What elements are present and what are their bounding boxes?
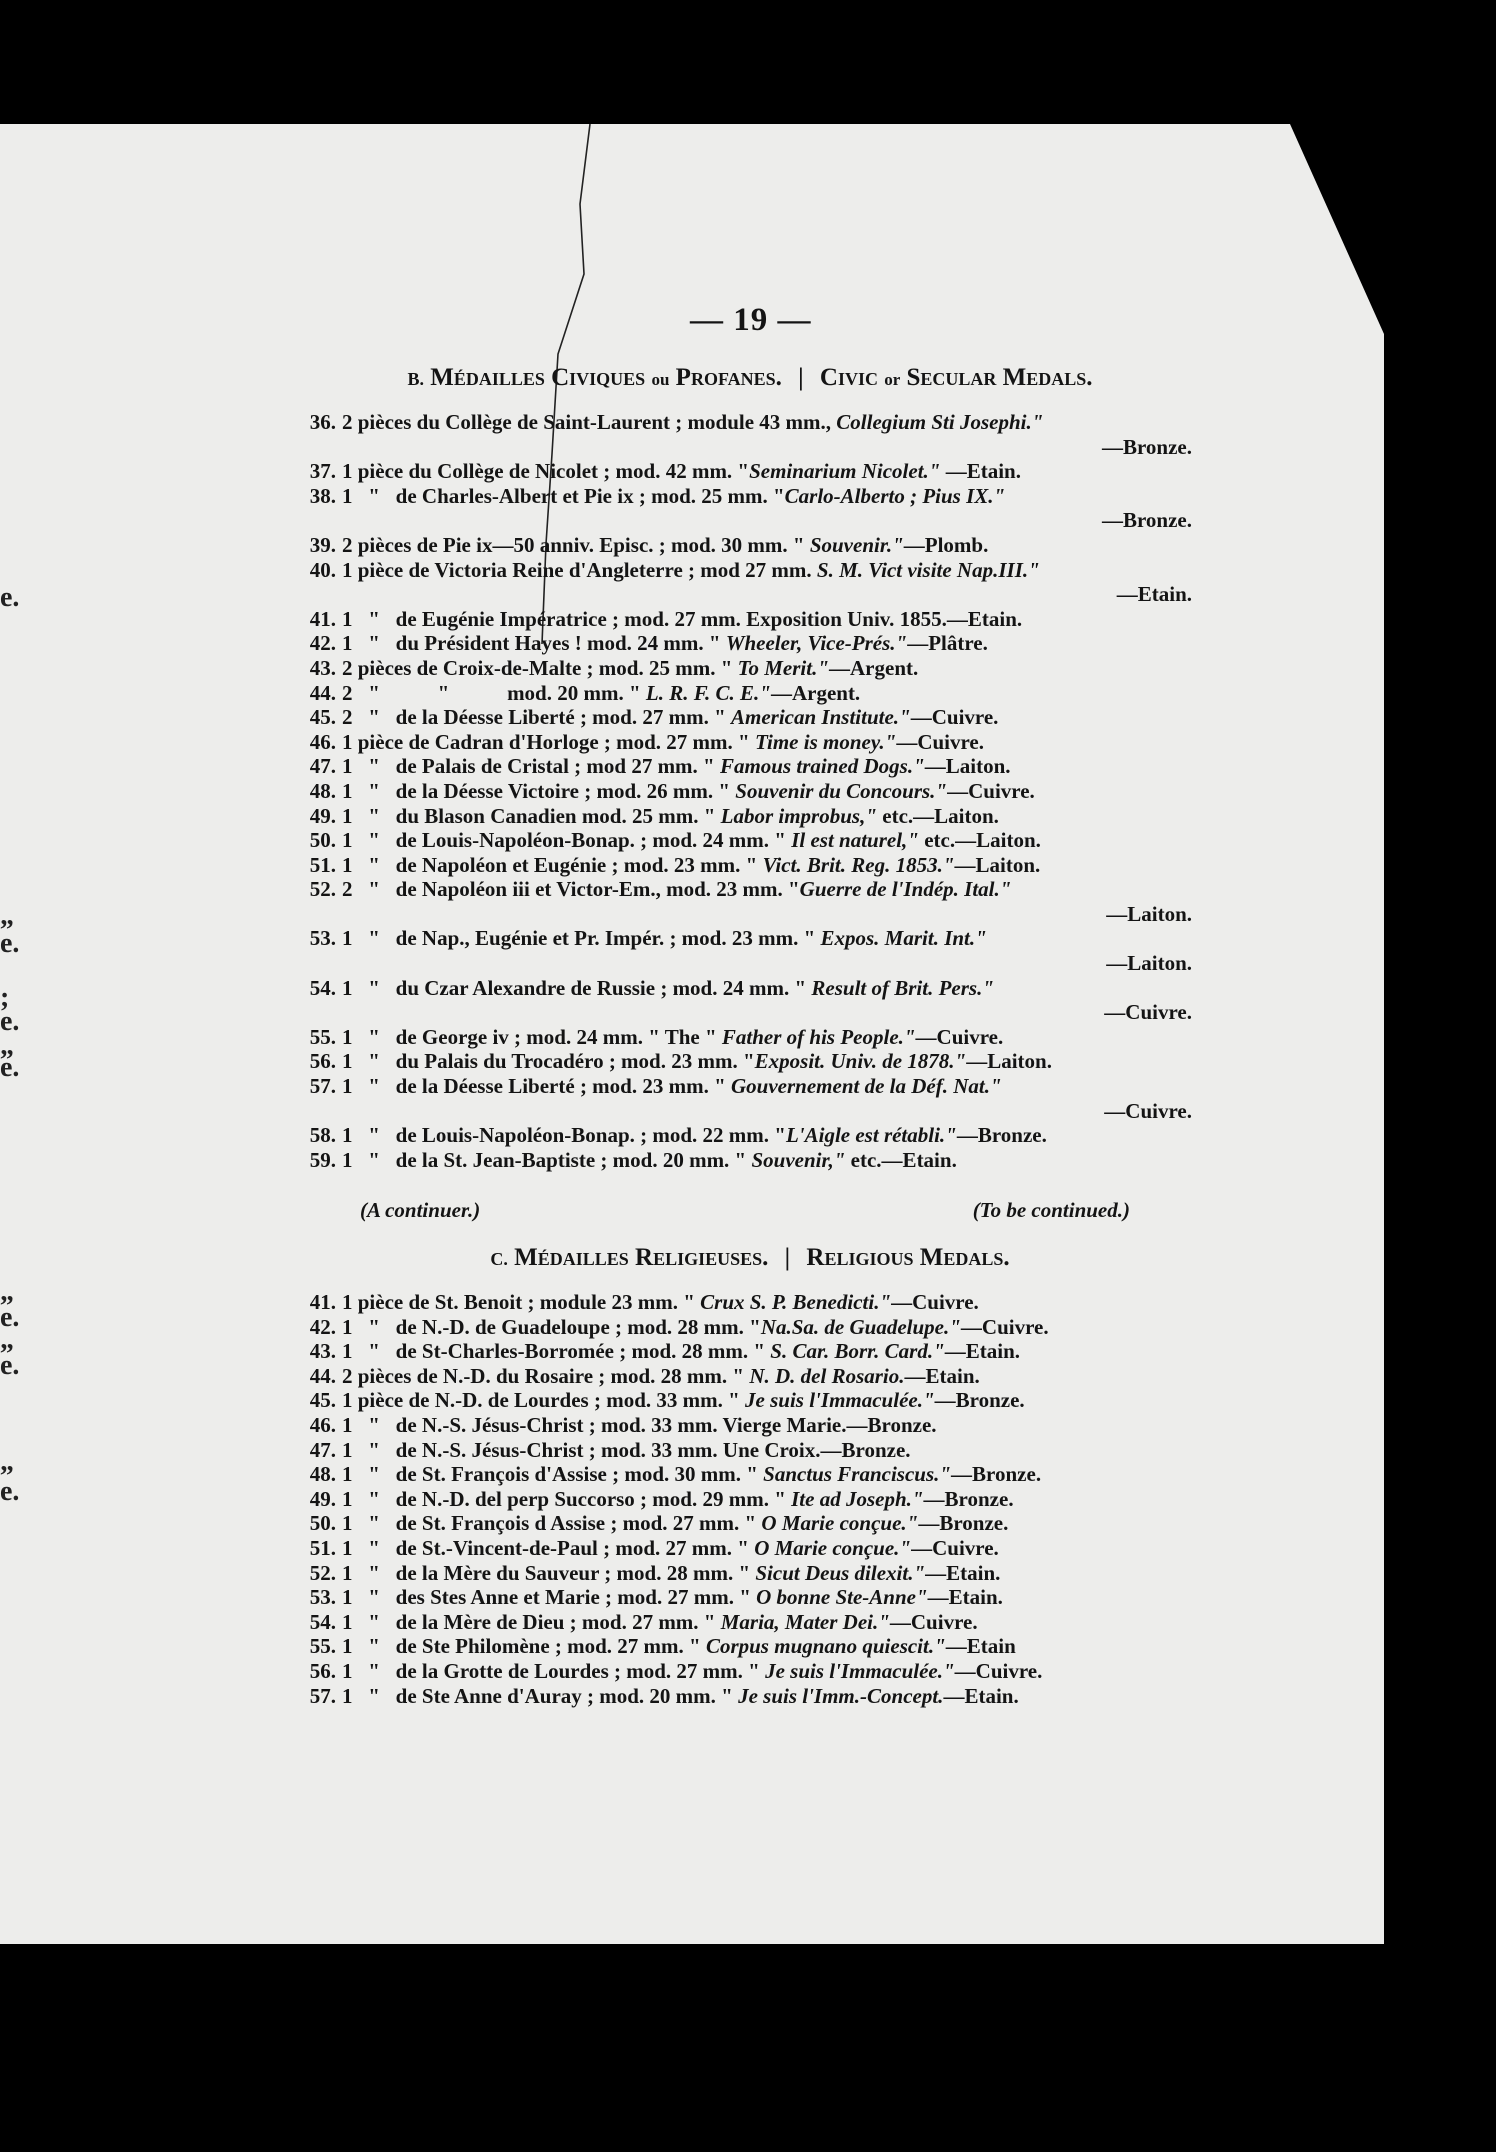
entry-inscription: Na.Sa. de Guadelupe." (760, 1314, 961, 1339)
entry-number: 42. (309, 1314, 336, 1339)
catalogue-entry (292, 533, 1192, 558)
entry-metal: —Argent. (829, 655, 919, 680)
entry-description (342, 484, 1192, 509)
catalogue-entry (292, 877, 1192, 902)
entry-number: 47. (309, 1437, 336, 1462)
entry-text: 1 " du Czar Alexandre de Russie ; mod. 24 mm. " (342, 975, 812, 1000)
catalogue-entry (292, 1634, 1192, 1659)
catalogue-entry (292, 1511, 1192, 1536)
margin-fragment: „ (0, 900, 14, 931)
catalogue-entry (292, 1315, 1192, 1340)
entry-number: 59. (309, 1147, 336, 1172)
section-c-entries (292, 1290, 1192, 1708)
entry-metal: —Etain. (943, 1683, 1019, 1708)
entry-inscription: To Merit." (737, 655, 830, 680)
section-title-en: Civic (819, 364, 878, 391)
catalogue-entry (292, 1074, 1192, 1099)
entry-text: 1 " de la Mère de Dieu ; mod. 27 mm. " (342, 1609, 721, 1634)
entry-metal: —Cuivre. (1104, 1098, 1192, 1123)
entry-text: 1 " de la Déesse Liberté ; mod. 23 mm. " (342, 1074, 732, 1099)
entry-number: 48. (309, 1462, 336, 1487)
entry-number: 51. (309, 1535, 336, 1560)
margin-fragment: e. (0, 582, 20, 613)
entry-number: 53. (309, 1585, 336, 1610)
entry-inscription: American Institute." (731, 705, 911, 730)
margin-fragment: e. (0, 1052, 20, 1083)
entry-text: 2 pièces de Croix-de-Malte ; mod. 25 mm. " (342, 655, 738, 680)
entry-number: 49. (309, 803, 336, 828)
entry-metal: —Argent. (770, 680, 861, 705)
entry-inscription: Guerre de l'Indép. Ital." (799, 877, 1012, 902)
catalogue-entry (292, 1684, 1192, 1709)
section-title-en: Religious Medals. (806, 1244, 1010, 1271)
entry-inscription: Time is money." (754, 729, 897, 754)
entry-text: 2 " de Napoléon iii et Victor-Em., mod. 23 mm. " (342, 877, 800, 902)
catalogue-entry (292, 1413, 1192, 1438)
entry-metal: —Cuivre. (954, 1658, 1043, 1683)
entry-description (342, 607, 1192, 632)
entry-text: 1 " de Charles-Albert et Pie ix ; mod. 25 mm. " (342, 483, 785, 508)
section-separator: | (798, 364, 804, 391)
section-title-fr-2: Profanes. (675, 364, 782, 391)
entry-number (292, 902, 336, 927)
entry-metal: —Etain. (927, 1585, 1003, 1610)
entry-inscription: N. D. del Rosario. (749, 1363, 905, 1388)
catalogue-entry (292, 582, 1192, 607)
entry-metal: —Laiton. (1106, 901, 1192, 926)
entry-metal: —Cuivre. (960, 1314, 1049, 1339)
catalogue-entry (292, 1148, 1192, 1173)
catalogue-entry (292, 410, 1192, 435)
entry-metal: —Laiton. (954, 852, 1041, 877)
entry-inscription: Sicut Deus dilexit." (755, 1560, 926, 1585)
entry-inscription: Labor improbus," (720, 803, 877, 828)
entry-inscription: Je suis l'Immaculée." (745, 1388, 935, 1413)
entry-description (342, 1536, 1192, 1561)
entry-description (342, 951, 1192, 976)
catalogue-entry (292, 1585, 1192, 1610)
entry-number (292, 508, 336, 533)
section-title-fr: Médailles Civiques (430, 364, 646, 391)
entry-description (342, 804, 1192, 829)
entry-number: 54. (309, 1609, 336, 1634)
catalogue-entry (292, 607, 1192, 632)
entry-metal: —Laiton. (1106, 951, 1192, 976)
entry-description (342, 1511, 1192, 1536)
entry-number: 41. (309, 1290, 336, 1314)
catalogue-entry (292, 1099, 1192, 1124)
catalogue-entry (292, 828, 1192, 853)
entry-description (342, 1684, 1192, 1709)
entry-text: 1 " du Président Hayes ! mod. 24 mm. " (342, 631, 726, 656)
entry-description (342, 779, 1192, 804)
entry-description (342, 926, 1192, 951)
entry-number: 51. (309, 852, 336, 877)
catalogue-entry (292, 1610, 1192, 1635)
catalogue-entry (292, 681, 1192, 706)
entry-number: 50. (309, 828, 336, 853)
entry-metal: —Cuivre. (896, 729, 985, 754)
section-c-heading (310, 1244, 1190, 1272)
page-number: — 19 — (690, 302, 812, 338)
entry-text: 1 " de Ste Anne d'Auray ; mod. 20 mm. " (342, 1683, 739, 1708)
entry-text: 2 " " mod. 20 mm. " (342, 680, 646, 705)
catalogue-entry (292, 705, 1192, 730)
entry-metal: —Cuivre. (910, 705, 999, 730)
catalogue-entry (292, 754, 1192, 779)
entry-number: 53. (309, 926, 336, 951)
entry-text: 1 " de la Mère du Sauveur ; mod. 28 mm. " (342, 1560, 756, 1585)
entry-text: 1 " de la St. Jean-Baptiste ; mod. 20 mm. " (342, 1147, 752, 1172)
entry-text: 1 " de la Déesse Victoire ; mod. 26 mm. " (342, 778, 736, 803)
entry-number: 46. (309, 729, 336, 754)
entry-number: 40. (309, 557, 336, 582)
entry-description (342, 730, 1192, 755)
entry-description (342, 754, 1192, 779)
entry-metal: —Cuivre. (891, 1290, 979, 1314)
entry-description (342, 1123, 1192, 1148)
entry-text: 2 pièces de N.-D. du Rosaire ; mod. 28 mm. " (342, 1363, 750, 1388)
entry-number: 49. (309, 1486, 336, 1511)
entry-metal: etc.—Etain. (845, 1147, 957, 1172)
entry-inscription: L. R. F. C. E." (645, 680, 771, 705)
continuation-note (360, 1198, 1130, 1223)
entry-metal: —Cuivre. (889, 1609, 978, 1634)
entry-text: 1 " de St. François d'Assise ; mod. 30 mm. " (342, 1462, 764, 1487)
entry-number: 42. (309, 631, 336, 656)
entry-text: 1 " de St-Charles-Borromée ; mod. 28 mm. " (342, 1339, 771, 1364)
entry-number: 57. (309, 1074, 336, 1099)
entry-number (292, 1000, 336, 1025)
entry-number: 58. (309, 1123, 336, 1148)
catalogue-entry (292, 730, 1192, 755)
entry-text: 1 " de Ste Philomène ; mod. 27 mm. " (342, 1634, 706, 1659)
entry-inscription: Collegium Sti Josephi." (836, 410, 1044, 434)
entry-inscription: Je suis l'Imm.-Concept. (738, 1683, 944, 1708)
entry-inscription: L'Aigle est rétabli." (785, 1123, 957, 1148)
entry-text: 1 " de N.-S. Jésus-Christ ; mod. 33 mm. Vierge Marie.—Bronze. (342, 1412, 937, 1437)
entry-metal: —Etain. (904, 1363, 980, 1388)
catalogue-entry (292, 631, 1192, 656)
entry-number: 38. (309, 483, 336, 508)
entry-description (342, 877, 1192, 902)
entry-text: 1 pièce du Collège de Nicolet ; mod. 42 mm. " (342, 459, 750, 484)
section-letter: C. (490, 1249, 508, 1269)
entry-metal: —Etain. (1116, 582, 1192, 607)
entry-number: 52. (309, 1560, 336, 1585)
entry-text: 1 " de Louis-Napoléon-Bonap. ; mod. 24 mm. " (342, 828, 792, 853)
entry-text: 2 pièces de Pie ix—50 anniv. Episc. ; mod. 30 mm. " (342, 532, 810, 557)
entry-text: 1 " du Blason Canadien mod. 25 mm. " (342, 803, 721, 828)
entry-inscription: Il est naturel," (791, 828, 919, 853)
catalogue-entry (292, 1659, 1192, 1684)
catalogue-entry (292, 508, 1192, 533)
entry-text: 1 " de N.-D. de Guadeloupe ; mod. 28 mm. " (342, 1314, 761, 1339)
entry-text: 1 " de George iv ; mod. 24 mm. " The " (342, 1024, 722, 1049)
catalogue-entry (292, 484, 1192, 509)
entry-number: 43. (309, 655, 336, 680)
section-title-en-2: Secular Medals. (906, 364, 1093, 391)
entry-inscription: Exposit. Univ. de 1878." (754, 1049, 967, 1074)
entry-description (342, 976, 1192, 1001)
entry-inscription: O bonne Ste-Anne" (756, 1585, 928, 1610)
entry-description (342, 1074, 1192, 1099)
entry-text: 1 " de Louis-Napoléon-Bonap. ; mod. 22 mm. " (342, 1123, 786, 1148)
entry-text: 1 " de N.-D. del perp Succorso ; mod. 29 mm. " (342, 1486, 792, 1511)
margin-fragment: „ (0, 1324, 14, 1355)
entry-inscription: Maria, Mater Dei." (720, 1609, 890, 1634)
entry-number: 45. (309, 705, 336, 730)
entry-text: 1 " du Palais du Trocadéro ; mod. 23 mm. " (342, 1049, 755, 1074)
entry-number: 37. (309, 459, 336, 484)
entry-inscription: Souvenir," (751, 1147, 846, 1172)
catalogue-entry (292, 902, 1192, 927)
catalogue-entry (292, 951, 1192, 976)
entry-inscription: Famous trained Dogs." (719, 754, 925, 779)
margin-fragment: ; (0, 982, 10, 1013)
entry-metal: —Laiton. (924, 754, 1011, 779)
catalogue-entry (292, 1000, 1192, 1025)
entry-number: 55. (309, 1634, 336, 1659)
entry-text: 1 " de la Grotte de Lourdes ; mod. 27 mm. " (342, 1658, 766, 1683)
entry-inscription: S. M. Vict visite Nap.III." (816, 557, 1040, 582)
catalogue-entry (292, 1388, 1192, 1413)
entry-description (342, 1487, 1192, 1512)
catalogue-entry (292, 1123, 1192, 1148)
entry-text: 2 " de la Déesse Liberté ; mod. 27 mm. " (342, 705, 732, 730)
entry-description (342, 1561, 1192, 1586)
catalogue-entry (292, 1290, 1192, 1315)
entry-description (342, 656, 1192, 681)
catalogue-entry (292, 976, 1192, 1001)
catalogue-entry (292, 1536, 1192, 1561)
entry-number: 52. (309, 877, 336, 902)
entry-inscription: Carlo-Alberto ; Pius IX." (784, 483, 1006, 508)
entry-text: 2 pièces du Collège de Saint-Laurent ; module 43 mm., (342, 410, 837, 434)
entry-metal: —Cuivre. (915, 1024, 1004, 1049)
entry-metal: —Bronze. (934, 1388, 1025, 1413)
entry-number: 36. (309, 410, 336, 434)
margin-fragment: e. (0, 1476, 20, 1507)
catalogue-entry (292, 1339, 1192, 1364)
entry-number (292, 582, 336, 607)
entry-metal: —Plâtre. (907, 631, 988, 656)
margin-fragment: e. (0, 1006, 20, 1037)
entry-inscription: Expos. Marit. Int." (820, 926, 987, 951)
section-b-heading (310, 364, 1190, 392)
entry-text: 1 " de St.-Vincent-de-Paul ; mod. 27 mm. " (342, 1535, 755, 1560)
section-conjunction: ou (651, 370, 670, 389)
catalogue-entry (292, 1561, 1192, 1586)
entry-text: 1 " de N.-S. Jésus-Christ ; mod. 33 mm. Une Croix.—Bronze. (342, 1437, 911, 1462)
entry-number: 44. (309, 680, 336, 705)
entry-description (342, 1413, 1192, 1438)
entry-description (342, 1585, 1192, 1610)
entry-description (342, 1339, 1192, 1364)
entry-text: 1 " de Napoléon et Eugénie ; mod. 23 mm. " (342, 852, 763, 877)
entry-number: 55. (309, 1024, 336, 1049)
entry-description (342, 1148, 1192, 1173)
entry-inscription: S. Car. Borr. Card." (770, 1339, 945, 1364)
catalogue-entry (292, 804, 1192, 829)
entry-number: 57. (309, 1683, 336, 1708)
entry-inscription: Father of his People." (721, 1024, 916, 1049)
catalogue-entry (292, 1049, 1192, 1074)
entry-inscription: Result of Brit. Pers." (811, 975, 994, 1000)
entry-metal: —Bronze. (1101, 434, 1192, 459)
entry-text: 1 " de Nap., Eugénie et Pr. Impér. ; mod. 23 mm. " (342, 926, 821, 951)
entry-description (342, 410, 1192, 435)
entry-metal: —Etain. (944, 1339, 1021, 1364)
entry-metal: etc.—Laiton. (877, 803, 999, 828)
entry-description (342, 1462, 1192, 1487)
catalogue-entry (292, 1462, 1192, 1487)
entry-description (342, 1049, 1192, 1074)
continued-fr: (A continuer.) (360, 1198, 481, 1222)
entry-metal: —Etain (945, 1634, 1016, 1659)
entry-metal: —Etain. (940, 459, 1021, 484)
entry-text: 1 " de St. François d Assise ; mod. 27 mm. " (342, 1511, 762, 1536)
entry-number: 46. (309, 1412, 336, 1437)
entry-description (342, 508, 1192, 533)
catalogue-entry (292, 1438, 1192, 1463)
entry-inscription: Crux S. P. Benedicti." (700, 1290, 892, 1314)
entry-text: 1 pièce de N.-D. de Lourdes ; mod. 33 mm. " (342, 1388, 746, 1413)
catalogue-entry (292, 779, 1192, 804)
entry-number: 50. (309, 1511, 336, 1536)
entry-number: 56. (309, 1658, 336, 1683)
entry-inscription: Ite ad Joseph." (791, 1486, 924, 1511)
entry-description (342, 681, 1192, 706)
entry-text: 1 " de Eugénie Impératrice ; mod. 27 mm. Exposition Univ. 1855.—Etain. (342, 606, 1023, 631)
entry-description (342, 435, 1192, 460)
entry-metal: etc.—Laiton. (918, 828, 1041, 853)
entry-number: 54. (309, 975, 336, 1000)
entry-description (342, 853, 1192, 878)
entry-text: 1 pièce de Victoria Reine d'Angleterre ; mod 27 mm. (342, 557, 817, 582)
margin-fragment: e. (0, 928, 20, 959)
catalogue-entry (292, 1364, 1192, 1389)
entry-number (292, 435, 336, 460)
entry-inscription: O Marie conçue." (761, 1511, 919, 1536)
entry-metal: —Cuivre. (911, 1535, 999, 1560)
entry-description (342, 533, 1192, 558)
entry-number: 48. (309, 778, 336, 803)
section-b-entries (292, 410, 1192, 1172)
entry-inscription: Je suis l'Immaculée." (765, 1658, 955, 1683)
entry-description (342, 558, 1192, 583)
margin-fragment: „ (0, 1030, 14, 1061)
entry-text: 1 pièce de St. Benoit ; module 23 mm. " (342, 1290, 701, 1314)
margin-fragment: „ (0, 1276, 14, 1307)
entry-description (342, 1315, 1192, 1340)
entry-description (342, 828, 1192, 853)
entry-metal: —Bronze. (1101, 508, 1192, 533)
catalogue-entry (292, 853, 1192, 878)
entry-text: 1 " de Palais de Cristal ; mod 27 mm. " (342, 754, 720, 779)
entry-number: 44. (309, 1363, 336, 1388)
catalogue-entry (292, 558, 1192, 583)
catalogue-entry (292, 1487, 1192, 1512)
entry-description (342, 705, 1192, 730)
entry-metal: —Laiton. (966, 1049, 1052, 1074)
catalogue-entry (292, 1025, 1192, 1050)
entry-number: 39. (309, 532, 336, 557)
margin-fragment: e. (0, 1350, 20, 1381)
entry-metal: —Bronze. (918, 1511, 1009, 1536)
margin-fragment: e. (0, 1302, 20, 1333)
entry-metal: —Bronze. (951, 1462, 1042, 1487)
entry-number: 43. (309, 1339, 336, 1364)
entry-metal: —Plomb. (903, 532, 989, 557)
section-title-fr: Médailles Religieuses. (514, 1244, 769, 1271)
entry-description (342, 1099, 1192, 1124)
entry-description (342, 459, 1192, 484)
section-separator: | (784, 1244, 791, 1271)
section-letter: B. (407, 369, 424, 389)
entry-number (292, 951, 336, 976)
entry-inscription: Corpus mugnano quiescit." (705, 1634, 946, 1659)
entry-description (342, 631, 1192, 656)
entry-metal: —Cuivre. (947, 778, 1035, 803)
entry-number: 47. (309, 754, 336, 779)
catalogue-entry (292, 926, 1192, 951)
entry-description (342, 1290, 1192, 1315)
entry-number: 45. (309, 1388, 336, 1413)
margin-fragment: „ (0, 1446, 14, 1477)
entry-description (342, 902, 1192, 927)
entry-inscription: Souvenir du Concours." (735, 778, 948, 803)
entry-metal: —Bronze. (956, 1123, 1047, 1148)
entry-description (342, 1388, 1192, 1413)
entry-description (342, 1364, 1192, 1389)
entry-inscription: Souvenir." (809, 532, 904, 557)
section-conjunction-en: or (884, 370, 901, 389)
entry-description (342, 1025, 1192, 1050)
catalogue-entry (292, 435, 1192, 460)
entry-inscription: Vict. Brit. Reg. 1853." (762, 852, 955, 877)
entry-text: 1 pièce de Cadran d'Horloge ; mod. 27 mm. " (342, 729, 755, 754)
entry-number: 56. (309, 1049, 336, 1074)
entry-number: 41. (309, 606, 336, 631)
entry-metal: —Bronze. (923, 1486, 1014, 1511)
entry-description (342, 1000, 1192, 1025)
catalogue-entry (292, 459, 1192, 484)
entry-text: 1 " des Stes Anne et Marie ; mod. 27 mm. " (342, 1585, 757, 1610)
continued-en: (To be continued.) (972, 1198, 1130, 1222)
entry-metal: —Cuivre. (1104, 1000, 1192, 1025)
entry-inscription: Wheeler, Vice-Prés." (725, 631, 908, 656)
entry-description (342, 1659, 1192, 1684)
entry-metal: —Etain. (925, 1560, 1001, 1585)
entry-description (342, 1438, 1192, 1463)
entry-inscription: Sanctus Franciscus." (763, 1462, 952, 1487)
entry-inscription: Gouvernement de la Déf. Nat." (731, 1074, 1002, 1099)
entry-description (342, 1610, 1192, 1635)
entry-inscription: O Marie conçue." (754, 1535, 912, 1560)
entry-description (342, 1634, 1192, 1659)
entry-number (292, 1099, 336, 1124)
catalogue-entry (292, 656, 1192, 681)
entry-description (342, 582, 1192, 607)
entry-inscription: Seminarium Nicolet." (749, 459, 941, 484)
